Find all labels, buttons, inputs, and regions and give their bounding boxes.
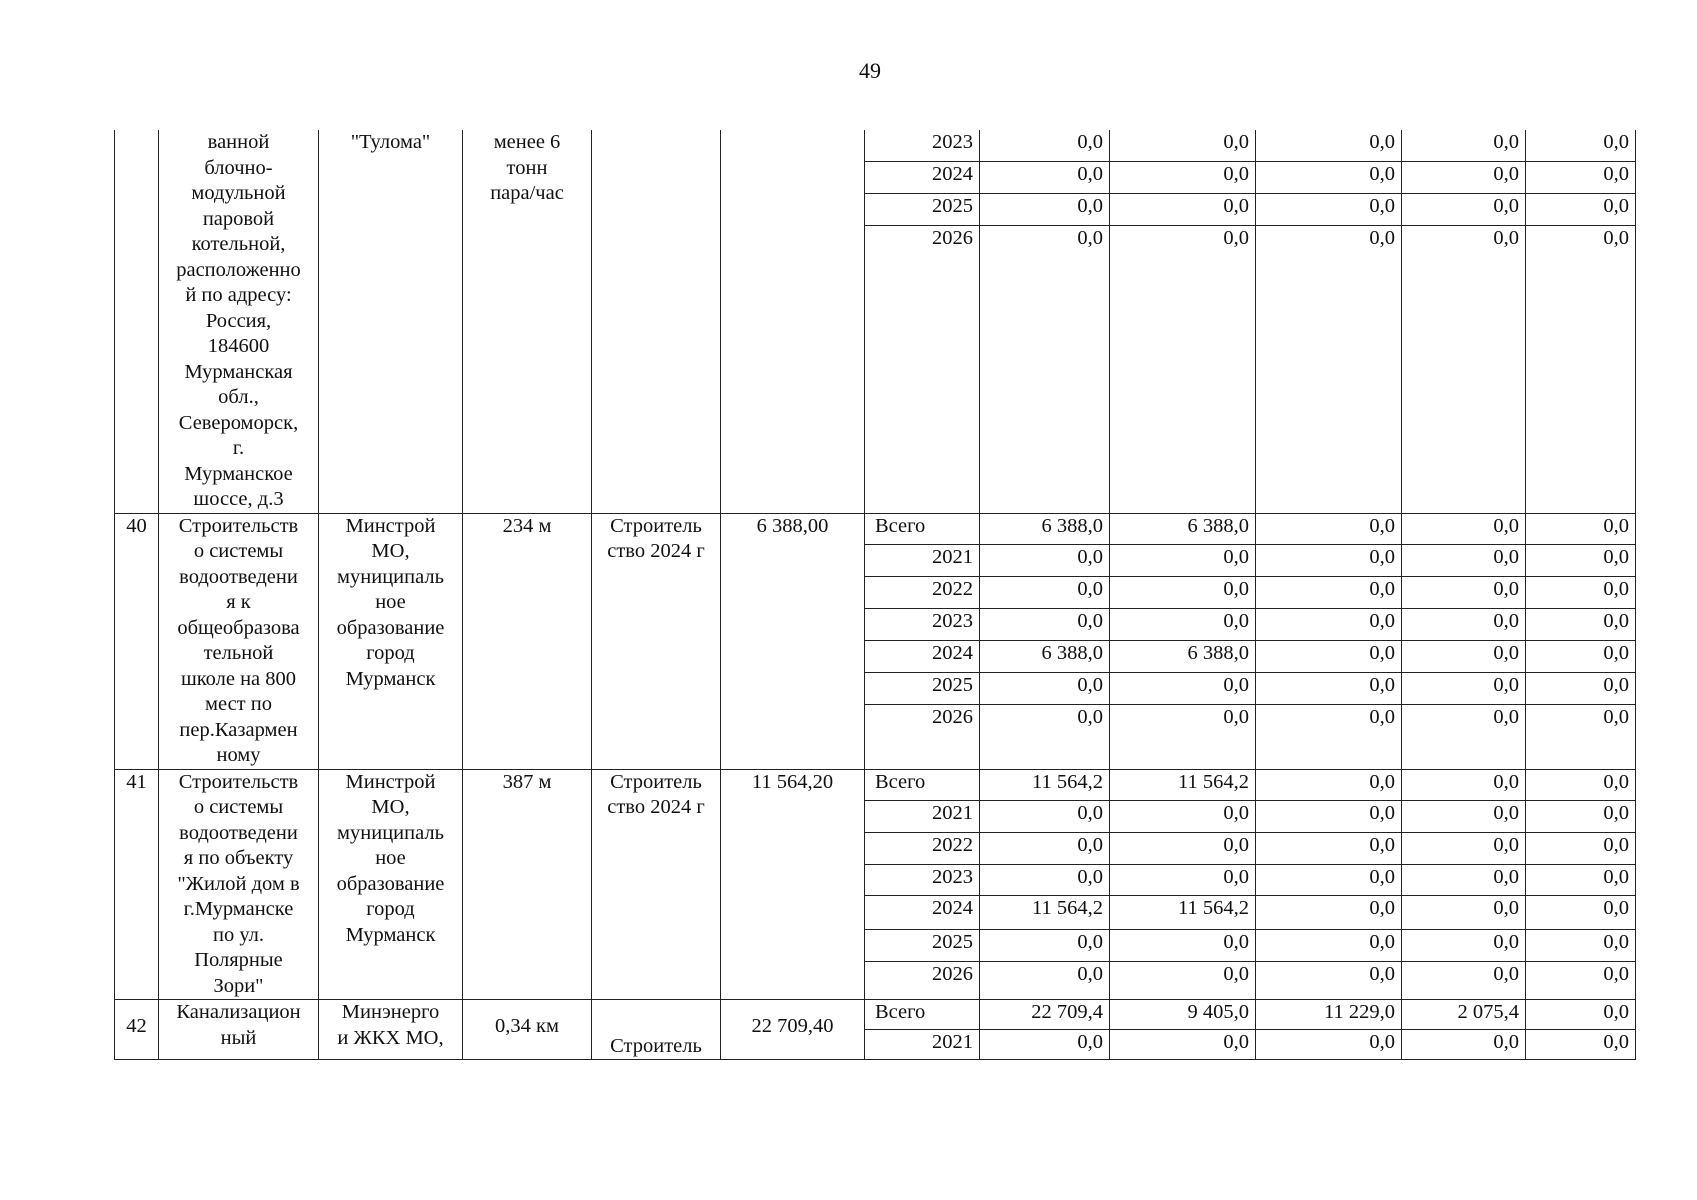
value-cell: 0,0 xyxy=(980,930,1110,962)
object-name-line: водоотведени xyxy=(179,821,298,844)
year-cell: 2025 xyxy=(865,672,980,704)
value-cell: 0,0 xyxy=(1110,609,1256,641)
value-cell: 0,0 xyxy=(1110,577,1256,609)
executor-line: "Тулома" xyxy=(350,131,431,153)
value-cell: 0,0 xyxy=(980,801,1110,833)
object-name-line: Мурманская xyxy=(184,360,293,383)
stage-line: Строитель xyxy=(610,770,702,793)
value-cell: 0,0 xyxy=(1402,704,1526,769)
year-cell: 2023 xyxy=(865,130,980,162)
stage-cell xyxy=(592,769,721,1000)
value-cell: 11 564,2 xyxy=(980,896,1110,930)
value-cell: 0,0 xyxy=(980,194,1110,226)
value-cell: 0,0 xyxy=(1110,162,1256,194)
value-cell: 0,0 xyxy=(1526,640,1636,672)
value-cell: 22 709,4 xyxy=(980,1000,1110,1030)
value-cell: 0,0 xyxy=(1402,864,1526,896)
value-cell: 0,0 xyxy=(1402,930,1526,962)
value-cell: 0,0 xyxy=(1110,194,1256,226)
value-cell: 0,0 xyxy=(980,864,1110,896)
value-cell: 0,0 xyxy=(1110,704,1256,769)
value-cell: 0,0 xyxy=(980,609,1110,641)
value-cell: 6 388,0 xyxy=(1110,513,1256,545)
page-number: 49 xyxy=(859,58,881,83)
executor-line: ное xyxy=(375,847,406,869)
table-row xyxy=(115,769,1636,801)
value-cell: 0,0 xyxy=(1526,832,1636,864)
object-name-line: тельной xyxy=(203,642,274,664)
object-name-cell xyxy=(159,513,319,769)
year-cell: Всего xyxy=(865,513,980,545)
value-cell: 0,0 xyxy=(1402,801,1526,833)
value-cell: 2 075,4 xyxy=(1402,1000,1526,1030)
object-name-line: ный xyxy=(220,1026,257,1049)
value-cell: 0,0 xyxy=(1526,513,1636,545)
value-cell: 0,0 xyxy=(1402,640,1526,672)
value-cell: 0,0 xyxy=(1256,961,1402,999)
value-cell: 0,0 xyxy=(1110,930,1256,962)
value-cell: 0,0 xyxy=(1256,513,1402,545)
value-cell: 0,0 xyxy=(1110,226,1256,513)
year-cell: 2021 xyxy=(865,545,980,577)
value-cell: 6 388,0 xyxy=(980,513,1110,545)
object-name-cell xyxy=(159,130,319,513)
value-cell: 0,0 xyxy=(1526,1000,1636,1030)
value-cell: 0,0 xyxy=(1402,672,1526,704)
object-name-cell xyxy=(159,769,319,1000)
value-cell: 0,0 xyxy=(980,226,1110,513)
value-cell: 0,0 xyxy=(1256,704,1402,769)
year-cell: 2025 xyxy=(865,194,980,226)
executor-line: образование xyxy=(336,616,445,639)
value-cell: 0,0 xyxy=(980,545,1110,577)
value-cell: 0,0 xyxy=(1256,577,1402,609)
object-name-line: блочно- xyxy=(204,156,273,179)
row-number-cell xyxy=(115,130,159,513)
value-cell: 0,0 xyxy=(1256,832,1402,864)
object-name-line: мест по xyxy=(205,693,272,715)
value-cell: 0,0 xyxy=(1526,1030,1636,1060)
executor-cell xyxy=(319,1000,463,1060)
executor-line: муниципаль xyxy=(337,821,444,844)
executor-line: Мурманск xyxy=(345,923,436,946)
object-name-cell xyxy=(159,1000,319,1060)
value-cell: 0,0 xyxy=(1402,577,1526,609)
value-cell: 0,0 xyxy=(1402,609,1526,641)
object-name-line: водоотведени xyxy=(179,565,298,588)
object-name-line: 184600 xyxy=(207,335,270,357)
executor-line: город xyxy=(366,642,415,664)
object-name-line: й по адресу: xyxy=(185,284,292,306)
object-name-line: я по объекту xyxy=(183,847,294,869)
object-name-line: общеобразова xyxy=(177,616,300,639)
executor-line: муниципаль xyxy=(337,565,444,588)
year-cell: 2021 xyxy=(865,801,980,833)
value-cell: 11 564,2 xyxy=(1110,769,1256,801)
stage-line: Строитель xyxy=(610,1034,702,1057)
year-cell: Всего xyxy=(865,1000,980,1030)
object-name-line: Россия, xyxy=(205,309,272,332)
year-cell: 2024 xyxy=(865,896,980,930)
value-cell: 11 229,0 xyxy=(1256,1000,1402,1030)
capacity-cell: 387 м xyxy=(463,769,592,1000)
capacity-cell: 234 м xyxy=(463,513,592,769)
executor-cell xyxy=(319,513,463,769)
object-name-line: о системы xyxy=(193,796,284,818)
capacity-cell: 0,34 км xyxy=(463,1000,592,1060)
year-cell: 2023 xyxy=(865,864,980,896)
value-cell: 0,0 xyxy=(1256,930,1402,962)
capacity-line: пара/час xyxy=(490,182,564,204)
object-name-line: Североморск, xyxy=(178,411,299,434)
value-cell: 0,0 xyxy=(1402,1030,1526,1060)
value-cell: 0,0 xyxy=(1402,769,1526,801)
value-cell: 0,0 xyxy=(1526,801,1636,833)
object-name-line: расположенно xyxy=(176,258,301,281)
investment-table xyxy=(114,130,1636,1060)
value-cell: 0,0 xyxy=(1110,961,1256,999)
value-cell: 0,0 xyxy=(1402,194,1526,226)
stage-cell xyxy=(592,513,721,769)
value-cell: 0,0 xyxy=(1402,162,1526,194)
value-cell: 0,0 xyxy=(980,130,1110,162)
year-cell: 2022 xyxy=(865,577,980,609)
object-name-line: пер.Казармен xyxy=(179,718,298,741)
year-cell: 2025 xyxy=(865,930,980,962)
value-cell: 0,0 xyxy=(1526,194,1636,226)
value-cell: 0,0 xyxy=(1526,704,1636,769)
value-cell: 0,0 xyxy=(1526,769,1636,801)
stage-cell xyxy=(592,1000,721,1060)
table-row xyxy=(115,1000,1636,1030)
object-name-line: обл., xyxy=(218,386,259,408)
stage-cell xyxy=(592,130,721,513)
value-cell: 0,0 xyxy=(1256,226,1402,513)
value-cell: 0,0 xyxy=(980,1030,1110,1060)
object-name-line: о системы xyxy=(193,540,284,562)
value-cell: 0,0 xyxy=(1526,609,1636,641)
value-cell: 0,0 xyxy=(1256,194,1402,226)
object-name-line: паровой xyxy=(202,207,275,230)
row-number-cell: 41 xyxy=(115,769,159,1000)
object-name-line: котельной, xyxy=(191,233,286,255)
cost-cell: 22 709,40 xyxy=(721,1000,865,1060)
object-name-line: я к xyxy=(226,591,251,613)
capacity-line: менее 6 xyxy=(493,131,561,153)
value-cell: 0,0 xyxy=(1526,930,1636,962)
row-number-cell: 40 xyxy=(115,513,159,769)
table-row xyxy=(115,513,1636,545)
executor-line: и ЖКХ МО, xyxy=(337,1026,444,1049)
executor-line: Минэнерго xyxy=(341,1001,440,1023)
object-name-line: школе на 800 xyxy=(180,667,297,690)
object-name-line: Полярные xyxy=(194,949,283,971)
value-cell: 6 388,0 xyxy=(980,640,1110,672)
year-cell: Всего xyxy=(865,769,980,801)
object-name-line: Строительств xyxy=(178,514,299,537)
object-name-line: шоссе, д.3 xyxy=(193,488,284,510)
object-name-line: Мурманское xyxy=(184,462,293,485)
value-cell: 0,0 xyxy=(1110,672,1256,704)
object-name-line: Зори" xyxy=(213,974,264,997)
object-name-line: г.Мурманске xyxy=(183,898,294,920)
value-cell: 0,0 xyxy=(1110,801,1256,833)
executor-line: Минстрой xyxy=(345,514,436,537)
object-name-line: модульной xyxy=(191,182,286,204)
stage-line: ство 2024 г xyxy=(607,796,705,818)
value-cell: 0,0 xyxy=(1402,226,1526,513)
value-cell: 0,0 xyxy=(1526,162,1636,194)
year-cell: 2024 xyxy=(865,640,980,672)
executor-line: Минстрой xyxy=(345,770,436,793)
value-cell: 0,0 xyxy=(1256,640,1402,672)
value-cell: 0,0 xyxy=(1256,162,1402,194)
value-cell: 6 388,0 xyxy=(1110,640,1256,672)
value-cell: 0,0 xyxy=(980,162,1110,194)
year-cell: 2022 xyxy=(865,832,980,864)
object-name-line: Строительств xyxy=(178,770,299,793)
stage-line: ство 2024 г xyxy=(607,540,705,562)
value-cell: 0,0 xyxy=(1526,130,1636,162)
value-cell: 0,0 xyxy=(1256,801,1402,833)
value-cell: 0,0 xyxy=(1402,961,1526,999)
year-cell: 2024 xyxy=(865,162,980,194)
value-cell: 0,0 xyxy=(1110,832,1256,864)
value-cell: 0,0 xyxy=(980,961,1110,999)
value-cell: 9 405,0 xyxy=(1110,1000,1256,1030)
value-cell: 0,0 xyxy=(1256,672,1402,704)
capacity-cell xyxy=(463,130,592,513)
value-cell: 0,0 xyxy=(1402,545,1526,577)
cost-cell xyxy=(721,130,865,513)
year-cell: 2026 xyxy=(865,704,980,769)
executor-cell xyxy=(319,769,463,1000)
value-cell: 0,0 xyxy=(1110,130,1256,162)
value-cell: 0,0 xyxy=(1110,1030,1256,1060)
object-name-line: Канализацион xyxy=(176,1001,301,1023)
executor-line: Мурманск xyxy=(345,667,436,690)
value-cell: 0,0 xyxy=(1256,769,1402,801)
stage-line: Строитель xyxy=(610,514,702,537)
object-name-line: г. xyxy=(232,437,245,459)
value-cell: 0,0 xyxy=(1402,130,1526,162)
row-number-cell: 42 xyxy=(115,1000,159,1060)
executor-line: город xyxy=(366,898,415,920)
executor-cell xyxy=(319,130,463,513)
value-cell: 0,0 xyxy=(1526,672,1636,704)
capacity-line: тонн xyxy=(506,156,548,179)
year-cell: 2021 xyxy=(865,1030,980,1060)
object-name-line: "Жилой дом в xyxy=(177,872,300,895)
value-cell: 0,0 xyxy=(1526,226,1636,513)
value-cell: 0,0 xyxy=(1256,609,1402,641)
value-cell: 0,0 xyxy=(1402,896,1526,930)
object-name-line: по ул. xyxy=(212,923,265,946)
value-cell: 0,0 xyxy=(980,577,1110,609)
value-cell: 0,0 xyxy=(1526,864,1636,896)
value-cell: 11 564,2 xyxy=(980,769,1110,801)
executor-line: МО, xyxy=(371,796,410,818)
value-cell: 0,0 xyxy=(1402,513,1526,545)
value-cell: 0,0 xyxy=(1256,896,1402,930)
table-row xyxy=(115,130,1636,162)
value-cell: 0,0 xyxy=(980,704,1110,769)
value-cell: 0,0 xyxy=(1526,577,1636,609)
value-cell: 0,0 xyxy=(1526,896,1636,930)
object-name-line: ванной xyxy=(207,131,270,153)
value-cell: 0,0 xyxy=(1256,864,1402,896)
year-cell: 2026 xyxy=(865,226,980,513)
year-cell: 2026 xyxy=(865,961,980,999)
cost-cell: 6 388,00 xyxy=(721,513,865,769)
value-cell: 0,0 xyxy=(980,672,1110,704)
value-cell: 0,0 xyxy=(980,832,1110,864)
value-cell: 0,0 xyxy=(1256,545,1402,577)
value-cell: 0,0 xyxy=(1110,864,1256,896)
value-cell: 11 564,2 xyxy=(1110,896,1256,930)
executor-line: МО, xyxy=(371,540,410,562)
value-cell: 0,0 xyxy=(1256,1030,1402,1060)
value-cell: 0,0 xyxy=(1526,961,1636,999)
value-cell: 0,0 xyxy=(1110,545,1256,577)
year-cell: 2023 xyxy=(865,609,980,641)
cost-cell: 11 564,20 xyxy=(721,769,865,1000)
executor-line: образование xyxy=(336,872,445,895)
value-cell: 0,0 xyxy=(1526,545,1636,577)
value-cell: 0,0 xyxy=(1402,832,1526,864)
value-cell: 0,0 xyxy=(1256,130,1402,162)
executor-line: ное xyxy=(375,591,406,613)
object-name-line: ному xyxy=(216,744,261,766)
